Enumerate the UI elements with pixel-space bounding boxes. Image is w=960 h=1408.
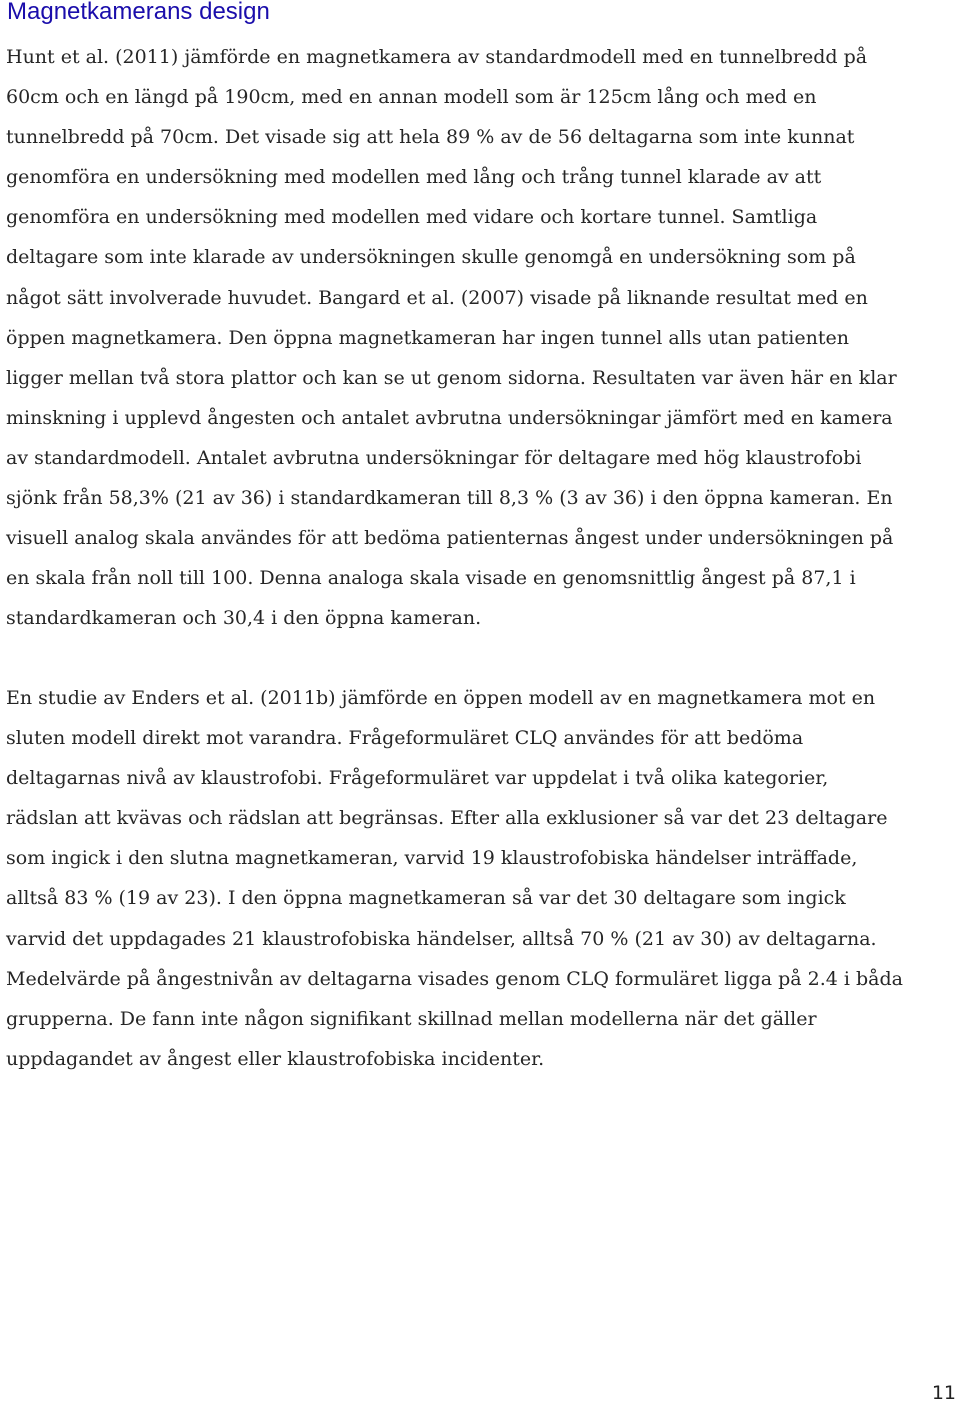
text-line: 60cm och en längd på 190cm, med en annan modell som är 125cm lång och med en: [6, 86, 817, 109]
text-line: av standardmodell. Antalet avbrutna undersökningar för deltagare med hög klaustrofobi: [6, 446, 862, 469]
text-line: som ingick i den slutna magnetkameran, varvid 19 klaustrofobiska händelser inträffade,: [6, 847, 858, 870]
text-line: rädslan att kvävas och rädslan att begränsas. Efter alla exklusioner så var det 23 deltagare: [6, 807, 888, 830]
text-line: deltagarnas nivå av klaustrofobi. Frågeformuläret var uppdelat i två olika kategorier,: [6, 767, 829, 790]
text-line: varvid det uppdagades 21 klaustrofobiska händelser, alltså 70 % (21 av 30) av deltagarna.: [6, 927, 877, 950]
text-line: deltagare som inte klarade av undersökningen skulle genomgå en undersökning som på: [6, 246, 856, 269]
paragraph-hunt-bangard: [6, 37, 897, 638]
text-line: något sätt involverade huvudet. Bangard et al. (2007) visade på liknande resultat med en: [6, 286, 868, 309]
paragraph-enders: [6, 678, 903, 1079]
text-line: öppen magnetkamera. Den öppna magnetkameran har ingen tunnel alls utan patienten: [6, 326, 849, 349]
text-line: en skala från noll till 100. Denna analoga skala visade en genomsnittlig ångest på 87,1 i: [6, 567, 856, 590]
text-line: alltså 83 % (19 av 23). I den öppna magnetkameran så var det 30 deltagare som ingick: [6, 887, 846, 910]
text-line: Hunt et al. (2011) jämförde en magnetkamera av standardmodell med en tunnelbredd på: [6, 46, 868, 68]
text-line: ligger mellan två stora plattor och kan se ut genom sidorna. Resultaten var även här en klar: [6, 366, 897, 389]
text-line: standardkameran och 30,4 i den öppna kameran.: [6, 607, 482, 630]
text-line: uppdagandet av ångest eller klaustrofobiska incidenter.: [6, 1047, 545, 1070]
text-line: sluten modell direkt mot varandra. Frågeformuläret CLQ användes för att bedöma: [6, 727, 804, 750]
text-line: Medelvärde på ångestnivån av deltagarna visades genom CLQ formuläret ligga på 2.4 i båda: [6, 967, 903, 990]
text-line: sjönk från 58,3% (21 av 36) i standardkameran till 8,3 % (3 av 36) i den öppna kameran. En: [6, 487, 893, 510]
text-line: En studie av Enders et al. (2011b) jämförde en öppen modell av en magnetkamera mot en: [6, 687, 876, 709]
text-line: minskning i upplevd ångesten och antalet avbrutna undersökningar jämfört med en kamera: [6, 406, 893, 429]
text-line: tunnelbredd på 70cm. Det visade sig att hela 89 % av de 56 deltagarna som inte kunnat: [6, 126, 855, 149]
text-line: grupperna. De fann inte någon signifikant skillnad mellan modellerna när det gäller: [6, 1007, 817, 1030]
section-heading: Magnetkamerans design: [7, 0, 270, 25]
text-line: genomföra en undersökning med modellen med lång och trång tunnel klarade av att: [6, 166, 822, 189]
page-number: 11: [931, 1382, 956, 1404]
text-line: visuell analog skala användes för att bedöma patienternas ångest under undersökningen på: [6, 527, 894, 550]
text-line: genomföra en undersökning med modellen med vidare och kortare tunnel. Samtliga: [6, 206, 818, 229]
